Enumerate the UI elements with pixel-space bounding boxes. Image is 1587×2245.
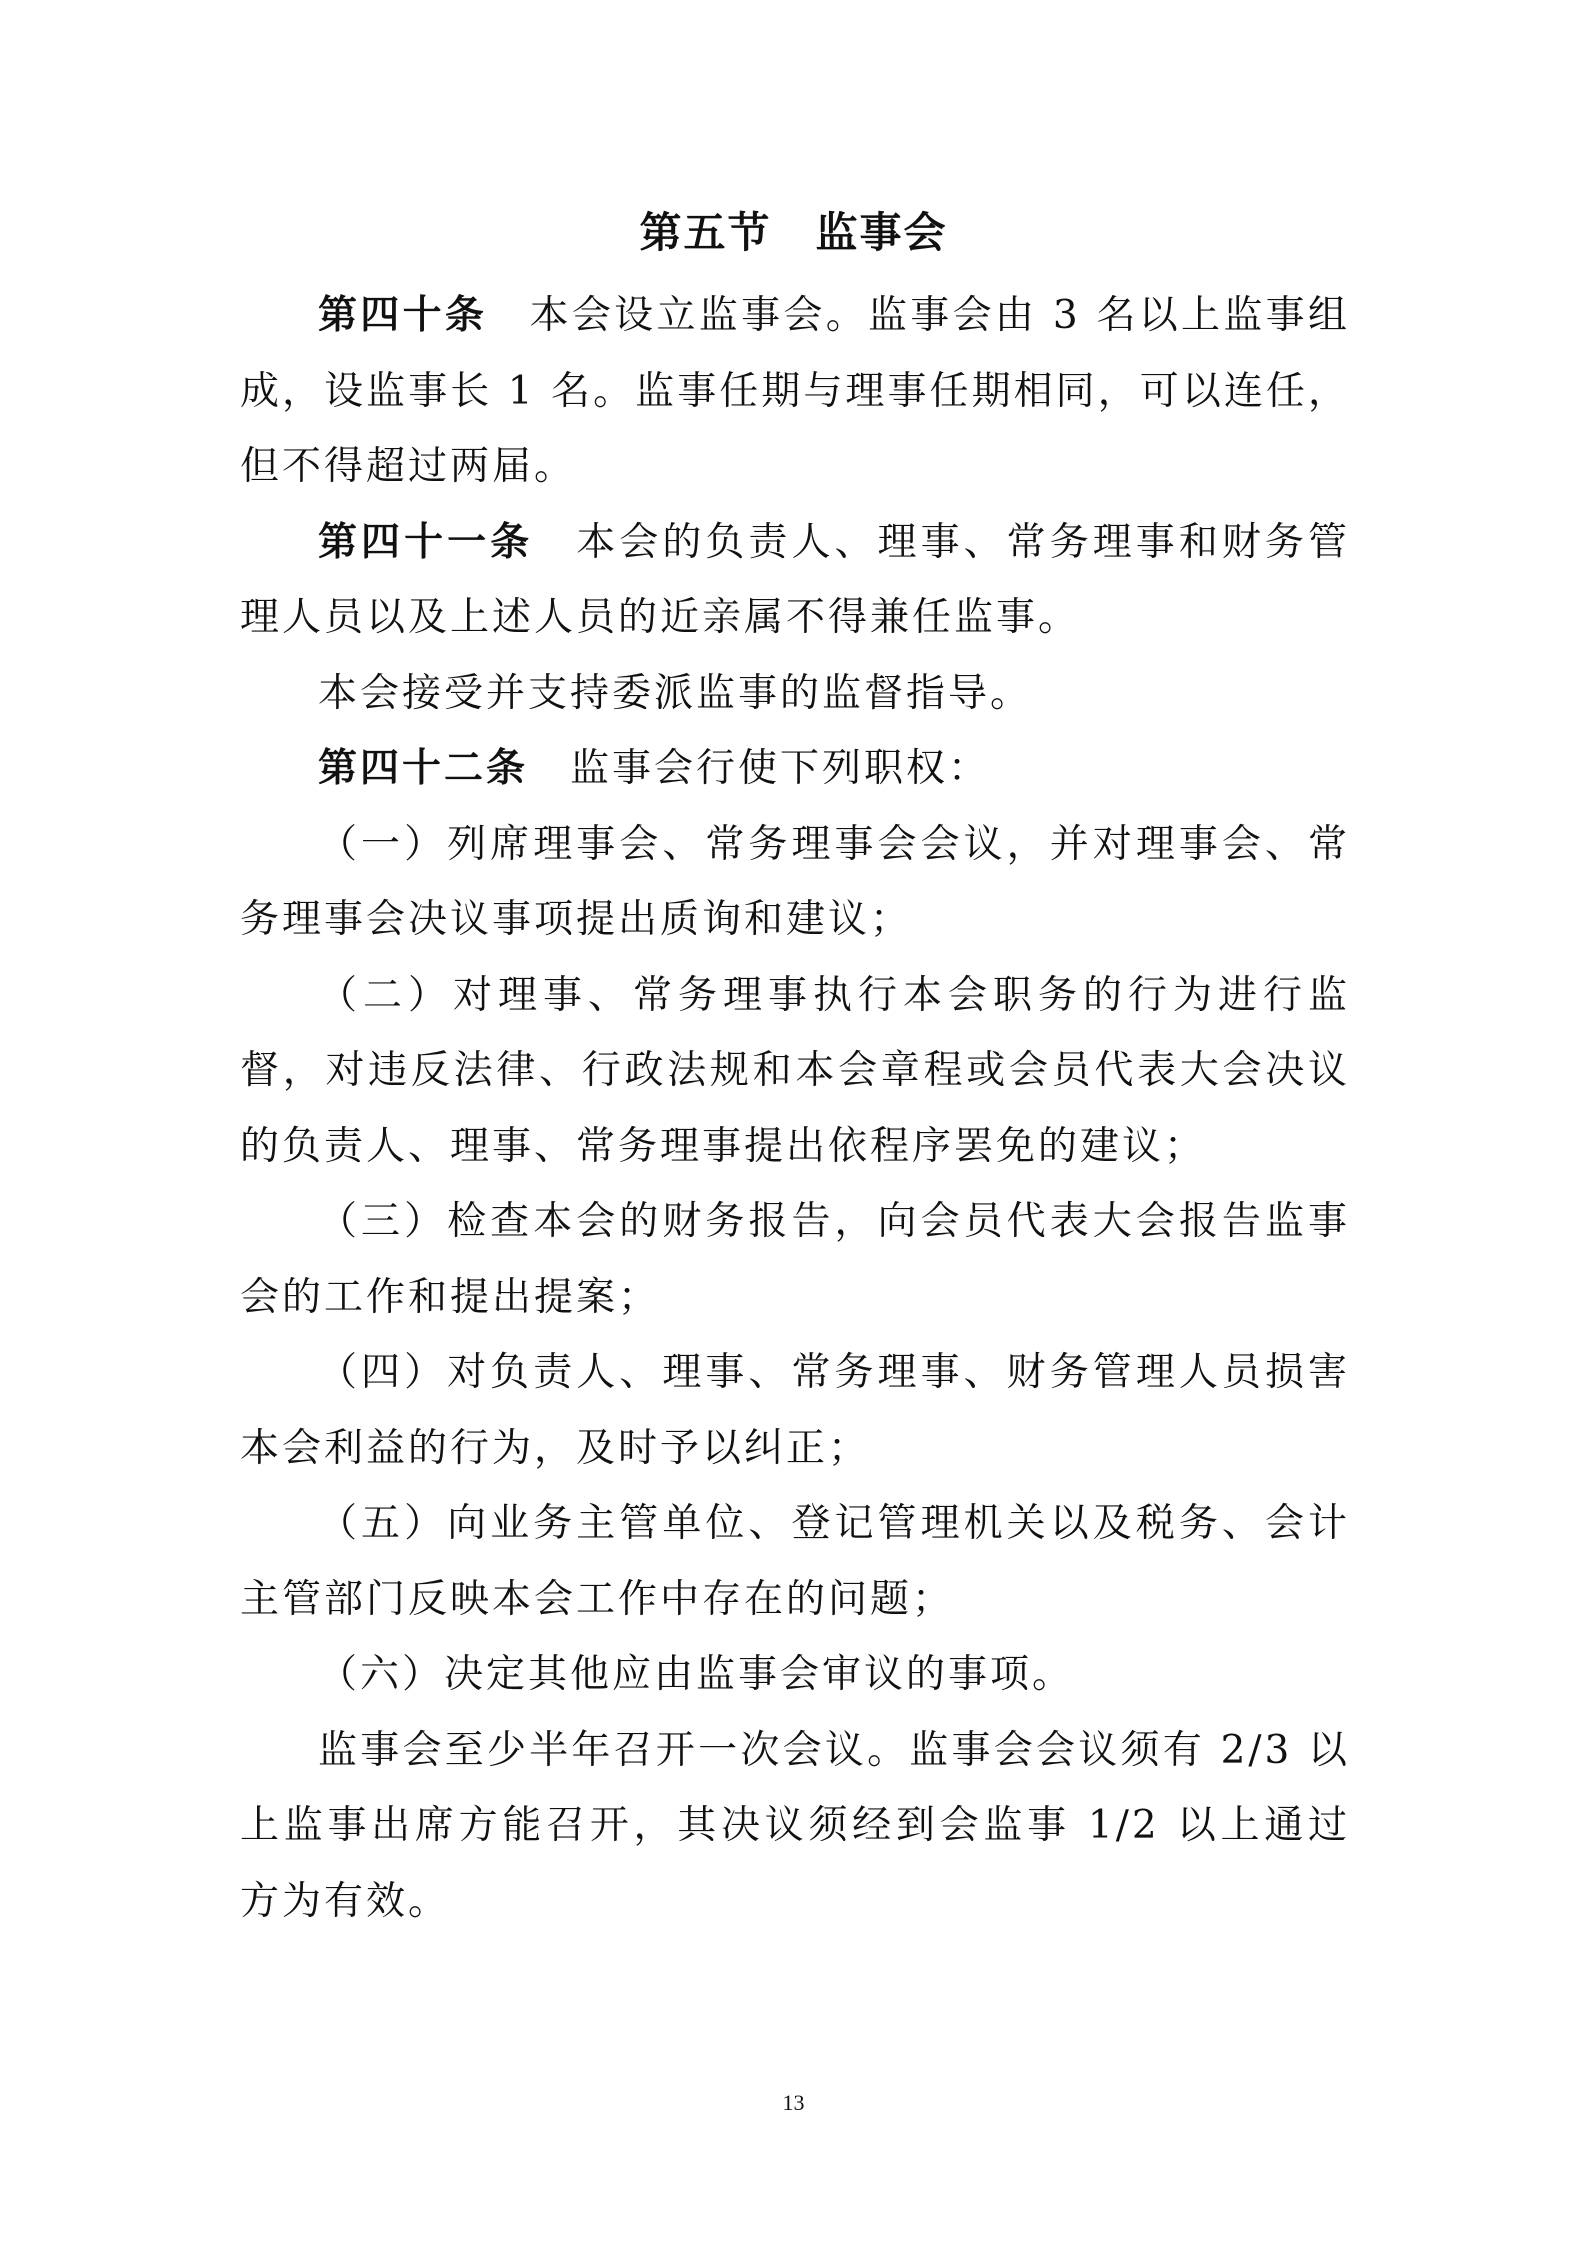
- article-41-label: 第四十一条: [318, 519, 534, 565]
- article-41-paragraph-2: 本会接受并支持委派监事的监督指导。: [318, 670, 1033, 716]
- article-42-item-6: （六）决定其他应由监事会审议的事项。: [318, 1652, 1075, 1697]
- article-42-item-5: （五）向业务主管单位、登记管理机关以及税务、会计主管部门反映本会工作中存在的问题；: [240, 1501, 1350, 1622]
- article-42-text: 监事会行使下列职权：: [570, 746, 991, 791]
- article-42: [240, 731, 1350, 807]
- article-42-item-4: （四）对负责人、理事、常务理事、财务管理人员损害本会利益的行为，及时予以纠正；: [240, 1350, 1350, 1471]
- article-42-item-2: （二）对理事、常务理事执行本会职务的行为进行监督，对违反法律、行政法规和本会章程或会员代表大会决议的负责人、理事、常务理事提出依程序罢免的建议；: [240, 972, 1350, 1169]
- article-40-text: 本会设立监事会。监事会由 3 名以上监事组成，设监事长 1 名。监事任期与理事任期相同，可以连任，但不得超过两届。: [240, 293, 1350, 489]
- article-40-label: 第四十条: [318, 293, 488, 338]
- article-40: [240, 278, 1350, 505]
- article-42-item-3: （三）检查本会的财务报告，向会员代表大会报告监事会的工作和提出提案；: [240, 1199, 1350, 1320]
- section-title: 第五节 监事会: [639, 208, 948, 257]
- document-body: [240, 278, 1350, 1939]
- article-41-text: 本会的负责人、理事、常务理事和财务管理人员以及上述人员的近亲属不得兼任监事。: [240, 519, 1350, 640]
- article-42-label: 第四十二条: [318, 746, 529, 791]
- article-41: [240, 505, 1350, 656]
- article-42-closing: 监事会至少半年召开一次会议。监事会会议须有 2/3 以上监事出席方能召开，其决议须经到会监事 1/2 以上通过方为有效。: [240, 1727, 1350, 1924]
- page-number: 13: [782, 2090, 805, 2115]
- article-42-item-1: （一）列席理事会、常务理事会会议，并对理事会、常务理事会决议事项提出质询和建议；: [240, 821, 1350, 942]
